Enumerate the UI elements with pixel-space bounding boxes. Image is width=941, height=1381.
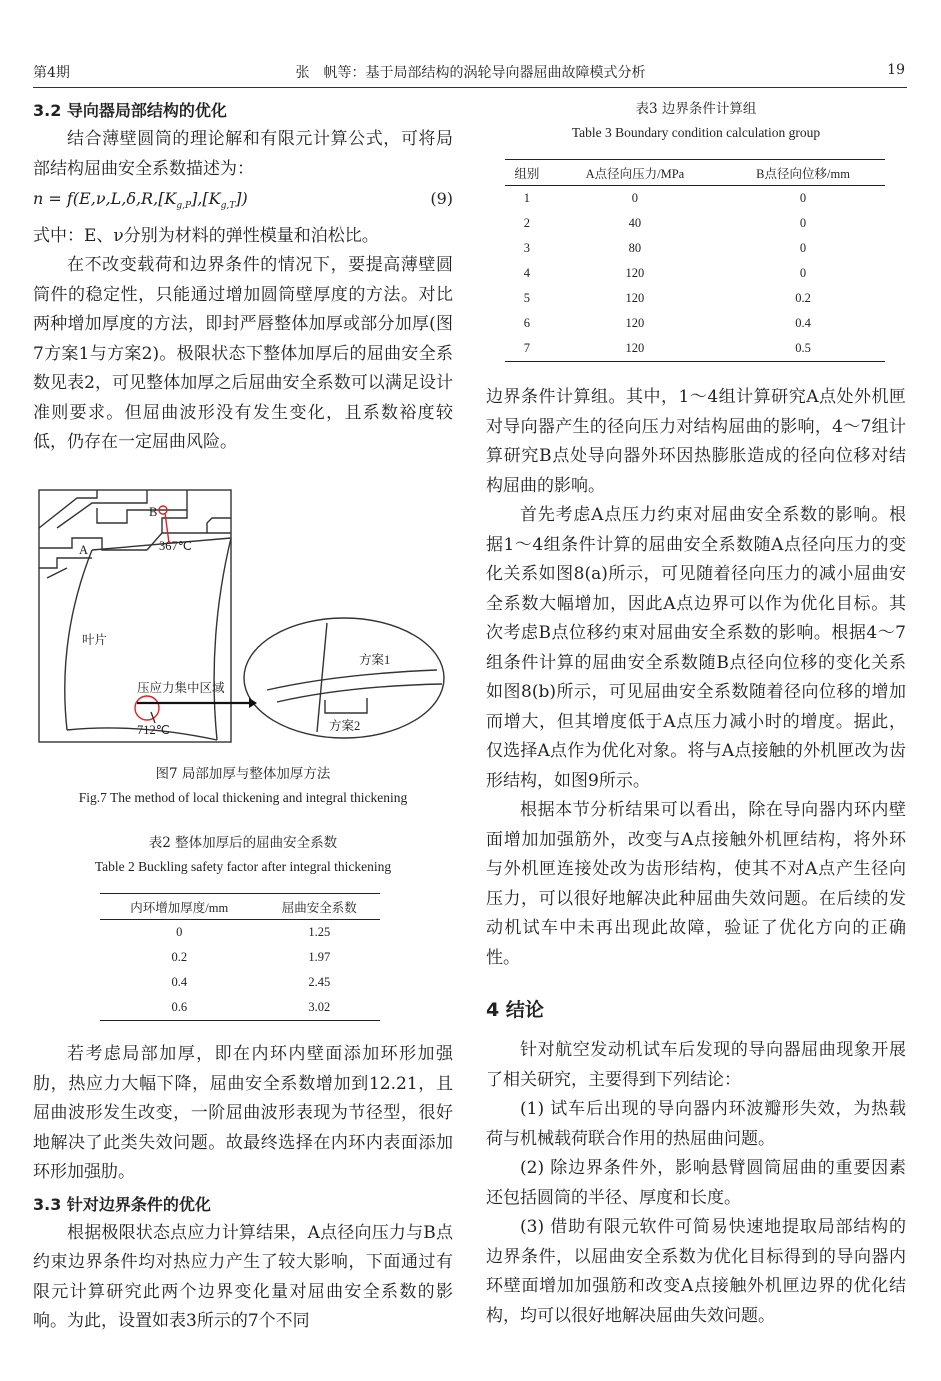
- table-cell: 0: [799, 216, 807, 230]
- paragraph: 首先考虑A点压力约束对屈曲安全系数的影响。根据1～4组条件计算的屈曲安全系数随A点径向压力的变化关系如图8(a)所示，可见随着径向压力的减小屈曲安全系数大幅增加，因此A点边界可以作为优化目标。其次考虑B点位移约束对屈曲安全系数的影响。根据4～7组条件计算的屈曲安全系数随B点径向位移的变化关系如图8(b)所示，可见屈曲安全系数随着径向位移的增加而增大，但其增度低于A点压力减小时的增度。据此，仅选择A点作为优化对象。将与A点接触的外机匣改为齿形结构，如图9所示。: [486, 505, 906, 791]
- equation-number: (9): [430, 189, 453, 208]
- table-cell: 0.5: [795, 341, 811, 355]
- table-header-row: [100, 894, 380, 920]
- table-row: [505, 336, 885, 362]
- table-header-cell: A点径向压力/MPa: [585, 166, 685, 181]
- equation-body: $n = f(E,\nu,L,\delta,R,[K_{g,P}],[K_{g,T}])$: [33, 189, 248, 212]
- fig7-caption-en: Fig.7 The method of local thickening and integral thickening: [78, 790, 408, 805]
- paragraph: 式中：E、ν分别为材料的弹性模量和泊松比。: [33, 225, 379, 246]
- tab2-caption-cn: 表2 整体加厚后的屈曲安全系数: [148, 835, 338, 851]
- table-cell: 4: [523, 266, 530, 280]
- table-header-row: [505, 160, 885, 186]
- table-cell: 120: [625, 266, 645, 280]
- left-column: [33, 96, 453, 458]
- figure-7-diagram: [37, 488, 447, 750]
- conclusion-item: (2) 除边界条件外，影响悬臂圆筒屈曲的重要因素还包括圆筒的半径、厚度和长度。: [486, 1158, 906, 1208]
- label-blade: 叶片: [82, 633, 108, 647]
- table-cell: 0: [799, 191, 807, 205]
- section-heading-3-3: 3.3 针对边界条件的优化: [33, 1194, 211, 1214]
- table-row: [100, 995, 380, 1021]
- paragraph: 边界条件计算组。其中，1～4组计算研究A点处外机匣对导向器产生的径向压力对结构屈曲的影响，4～7组计算研究B点处导向器外环因热膨胀造成的径向位移对结构屈曲的影响。: [486, 387, 906, 496]
- table-cell: 0.4: [795, 316, 811, 330]
- table-cell: 0.2: [795, 291, 811, 305]
- tab3-caption-en: Table 3 Boundary condition calculation group: [571, 125, 821, 140]
- paragraph: 针对航空发动机试车后发现的导向器屈曲现象开展了相关研究，主要得到下列结论：: [486, 1040, 906, 1090]
- table-3: [505, 159, 885, 362]
- table-row: [505, 186, 885, 212]
- table-cell: 3: [523, 241, 530, 255]
- table-cell: 6: [523, 316, 530, 330]
- paragraph: 根据本节分析结果可以看出，除在导向器内环内壁面增加加强筋外，改变与A点接触外机匣结构，将外环与外机匣连接处改为齿形结构，使其不对A点产生径向压力，可以很好地解决此种屈曲失效问题。在后续的发动机试车中未再出现此故障，验证了优化方向的正确性。: [486, 800, 906, 968]
- label-a: A: [79, 543, 89, 557]
- running-title: 张 帆等：基于局部结构的涡轮导向器屈曲故障模式分析: [295, 65, 646, 81]
- table-cell: 0: [799, 266, 807, 280]
- tab2-caption-en: Table 2 Buckling safety factor after integral thickening: [94, 859, 392, 874]
- paragraph: 在不改变载荷和边界条件的情况下，要提高薄壁圆筒件的稳定性，只能通过增加圆筒壁厚度的方法。对比两种增加厚度的方法，即封严唇整体加厚或部分加厚(图7方案1与方案2)。极限状态下整体加厚后的屈曲安全系数见表2，可见整体加厚之后屈曲安全系数可以满足设计准则要求。但屈曲波形没有发生变化，且系数裕度较低，仍存在一定屈曲风险。: [33, 255, 453, 453]
- section-heading-3-2: 3.2 导向器局部结构的优化: [33, 101, 227, 120]
- table-cell: 0: [176, 925, 183, 939]
- table-cell: 0: [631, 191, 639, 205]
- tab3-caption-cn: 表3 边界条件计算组: [635, 101, 757, 117]
- label-plan1: 方案1: [359, 653, 391, 667]
- label-b: B: [149, 505, 158, 519]
- table-cell: 7: [523, 341, 530, 355]
- table-cell: 3.02: [308, 1000, 331, 1014]
- table-cell: 1: [523, 191, 530, 205]
- fig7-caption-cn: 图7 局部加厚与整体加厚方法: [155, 766, 331, 782]
- table-cell: 0.2: [171, 950, 188, 964]
- table-cell: 0.6: [171, 1000, 188, 1014]
- table-row: [505, 311, 885, 336]
- paragraph: 若考虑局部加厚，即在内环内壁面添加环形加强肋，热应力大幅下降，屈曲安全系数增加到12.21，且屈曲波形发生改变，一阶屈曲波形表现为节径型，很好地解决了此类失效问题。故最终选择在内环内表面添加环形加强肋。: [33, 1044, 453, 1182]
- stress-marker-circle: [135, 696, 159, 720]
- table-cell: 40: [628, 216, 642, 230]
- conclusion-item: (1) 试车后出现的导向器内环波瓣形失效，为热载荷与机械载荷联合作用的热屈曲问题。: [486, 1099, 906, 1149]
- left-column-lower: [33, 1040, 453, 1337]
- table-3-caption: [486, 97, 906, 145]
- paragraph: 结合薄壁圆筒的理论解和有限元计算公式，可将局部结构屈曲安全系数描述为：: [33, 129, 453, 179]
- table-cell: 120: [625, 341, 645, 355]
- table-cell: 80: [628, 241, 642, 255]
- table-header-cell: 内环增加厚度/mm: [130, 900, 229, 915]
- table-row: [100, 970, 380, 995]
- table-cell: 0: [799, 241, 807, 255]
- conclusion-item: (3) 借助有限元软件可简易快速地提取局部结构的边界条件，以屈曲安全系数为优化目标得到的导向器内环壁面增加加强筋和改变A点接触外机匣边界的优化结构，均可以很好地解决屈曲失效问题。: [486, 1217, 906, 1326]
- label-367c: 367℃: [159, 539, 192, 553]
- table-cell: 1.25: [308, 925, 331, 939]
- journal-issue: 第4期: [33, 65, 70, 81]
- table-row: [505, 286, 885, 311]
- table-cell: 120: [625, 316, 645, 330]
- table-row: [505, 236, 885, 261]
- table-cell: 0.4: [171, 975, 188, 989]
- table-2-caption: [33, 831, 453, 879]
- table-header-cell: 组别: [514, 166, 540, 181]
- table-2: [100, 893, 380, 1021]
- paragraph: 根据极限状态点应力计算结果，A点径向压力与B点约束边界条件均对热应力产生了较大影响，下面通过有限元计算研究此两个边界变化量对屈曲安全系数的影响。为此，设置如表3所示的7个不同: [33, 1222, 453, 1331]
- label-plan2: 方案2: [329, 719, 361, 733]
- table-row: [100, 920, 380, 946]
- equation-9: [33, 184, 453, 222]
- label-stress-region: 压应力集中区域: [137, 681, 225, 695]
- section-heading-4: 4 结论: [486, 999, 544, 1021]
- table-header-cell: 屈曲安全系数: [281, 900, 357, 915]
- table-cell: 2.45: [308, 975, 331, 989]
- figure-7-caption: [33, 762, 453, 810]
- table-row: [505, 211, 885, 236]
- table-cell: 120: [625, 291, 645, 305]
- table-row: [100, 945, 380, 970]
- page-number: 19: [887, 62, 905, 78]
- table-cell: 5: [523, 291, 530, 305]
- label-712c: 712℃: [137, 723, 170, 737]
- header-rule: [33, 87, 907, 88]
- table-cell: 1.97: [308, 950, 331, 964]
- table-header-cell: B点径向位移/mm: [756, 166, 850, 181]
- table-cell: 2: [523, 216, 530, 230]
- right-column: [486, 383, 906, 1331]
- table-row: [505, 261, 885, 286]
